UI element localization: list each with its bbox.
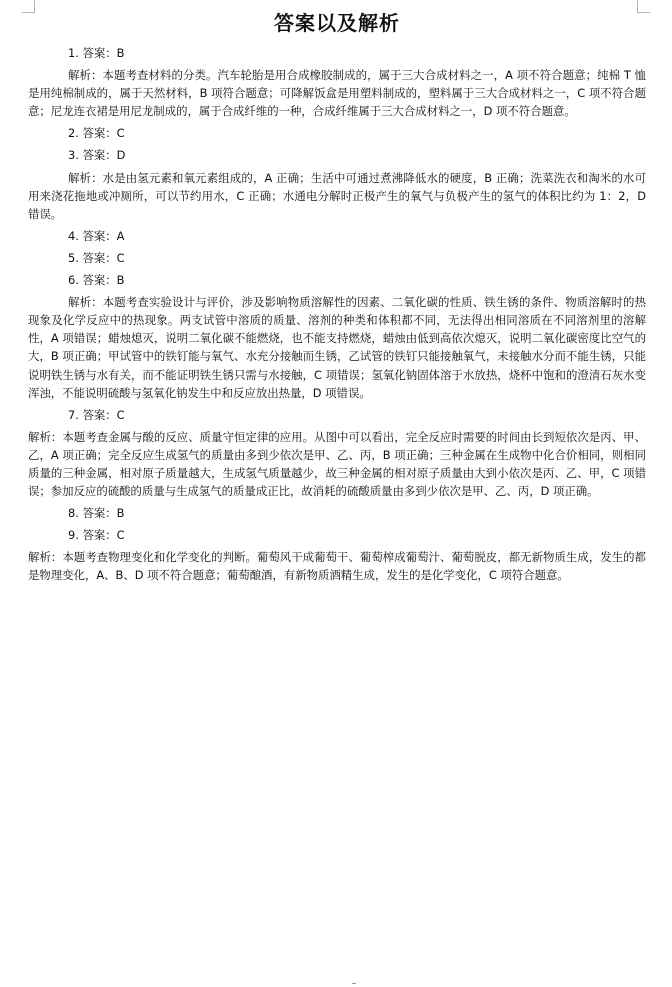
answer-7: 7. 答案：C <box>68 407 125 422</box>
answer-5: 5. 答案：C <box>68 250 125 265</box>
explanation-9: 解析：本题考查物理变化和化学变化的判断。葡萄风干成葡萄干、葡萄榨成葡萄汁、葡萄脱皮，都无新物质生成，发生的都是物理变化，A、B、D 项不符合题意；葡萄酿酒，有新物质酒精生成，发生的是化学变化，C 项符合题意。 <box>28 550 646 583</box>
answer-3: 3. 答案：D <box>68 148 126 163</box>
footer-mark <box>352 983 356 984</box>
page-title: 答案以及解析 <box>274 11 400 35</box>
answer-4: 4. 答案：A <box>68 228 125 243</box>
explanation-6: 解析：本题考查实验设计与评价，涉及影响物质溶解性的因素、二氧化碳的性质、铁生锈的条件、物质溶解时的热现象及化学反应中的热现象。两支试管中溶质的质量、溶剂的种类和体积都不同，无法得出相同溶质在不同溶剂里的溶解性，A 项错误；蜡烛熄灭，说明二氧化碳不能燃烧，也不能支持燃烧，蜡烛由低到高依次熄灭，说明二氧化碳密度比空气的大，B 项正确；甲试管中的铁钉能与氧气、水充分接触而生锈，乙试管的铁钉只能接触氧气，未接触水分而不能生锈，只能说明铁生锈与水有关，而不能证明铁生锈只需与水接触，C 项错误；氢氧化钠固体溶于水放热，烧杯中饱和的澄清石灰水变浑浊，不能说明硫酸与氢氧化钠发生中和反应放出热量，D 项错误。 <box>28 295 646 400</box>
explanation-1: 解析：本题考查材料的分类。汽车轮胎是用合成橡胶制成的，属于三大合成材料之一，A 项不符合题意；纯棉 T 恤是用纯棉制成的，属于天然材料，B 项符合题意；可降解饭盒是用塑料制成的，塑料属于三大合成材料之一，C 项不符合题意；尼龙连衣裙是用尼龙制成的，属于合成纤维的一种，合成纤维属于三大合成材料之一，D 项不符合题意。 <box>28 68 646 119</box>
answer-1: 1. 答案：B <box>68 46 125 60</box>
explanation-7: 解析：本题考查金属与酸的反应、质量守恒定律的应用。从图中可以看出，完全反应时需要的时间由长到短依次是丙、甲、乙，A 项正确；完全反应生成氢气的质量由多到少依次是甲、乙、丙，B 项正确；三种金属在生成物中化合价相同，则相同质量的三种金属，相对原子质量越大，生成氢气质量越少，故三种金属的相对原子质量由大到小依次是丙、乙、甲，C 项错误；参加反应的硫酸的质量与生成氢气的质量成正比，故消耗的硫酸质量由多到少依次是甲、乙、丙，D 项正确。 <box>28 429 646 499</box>
document-page <box>28 6 646 585</box>
answer-2: 2. 答案：C <box>68 126 125 141</box>
explanation-3: 解析：水是由氢元素和氧元素组成的，A 正确；生活中可通过煮沸降低水的硬度，B 正确；洗菜洗衣和淘米的水可用来浇花拖地或冲厕所，可以节约用水，C 正确；水通电分解时正极产生的氧气与负极产生的氢气的体积比约为 1：2，D 错误。 <box>28 170 646 221</box>
answer-6: 6. 答案：B <box>68 273 125 288</box>
answer-8: 8. 答案：B <box>68 506 125 521</box>
answer-9: 9. 答案：C <box>68 528 125 543</box>
